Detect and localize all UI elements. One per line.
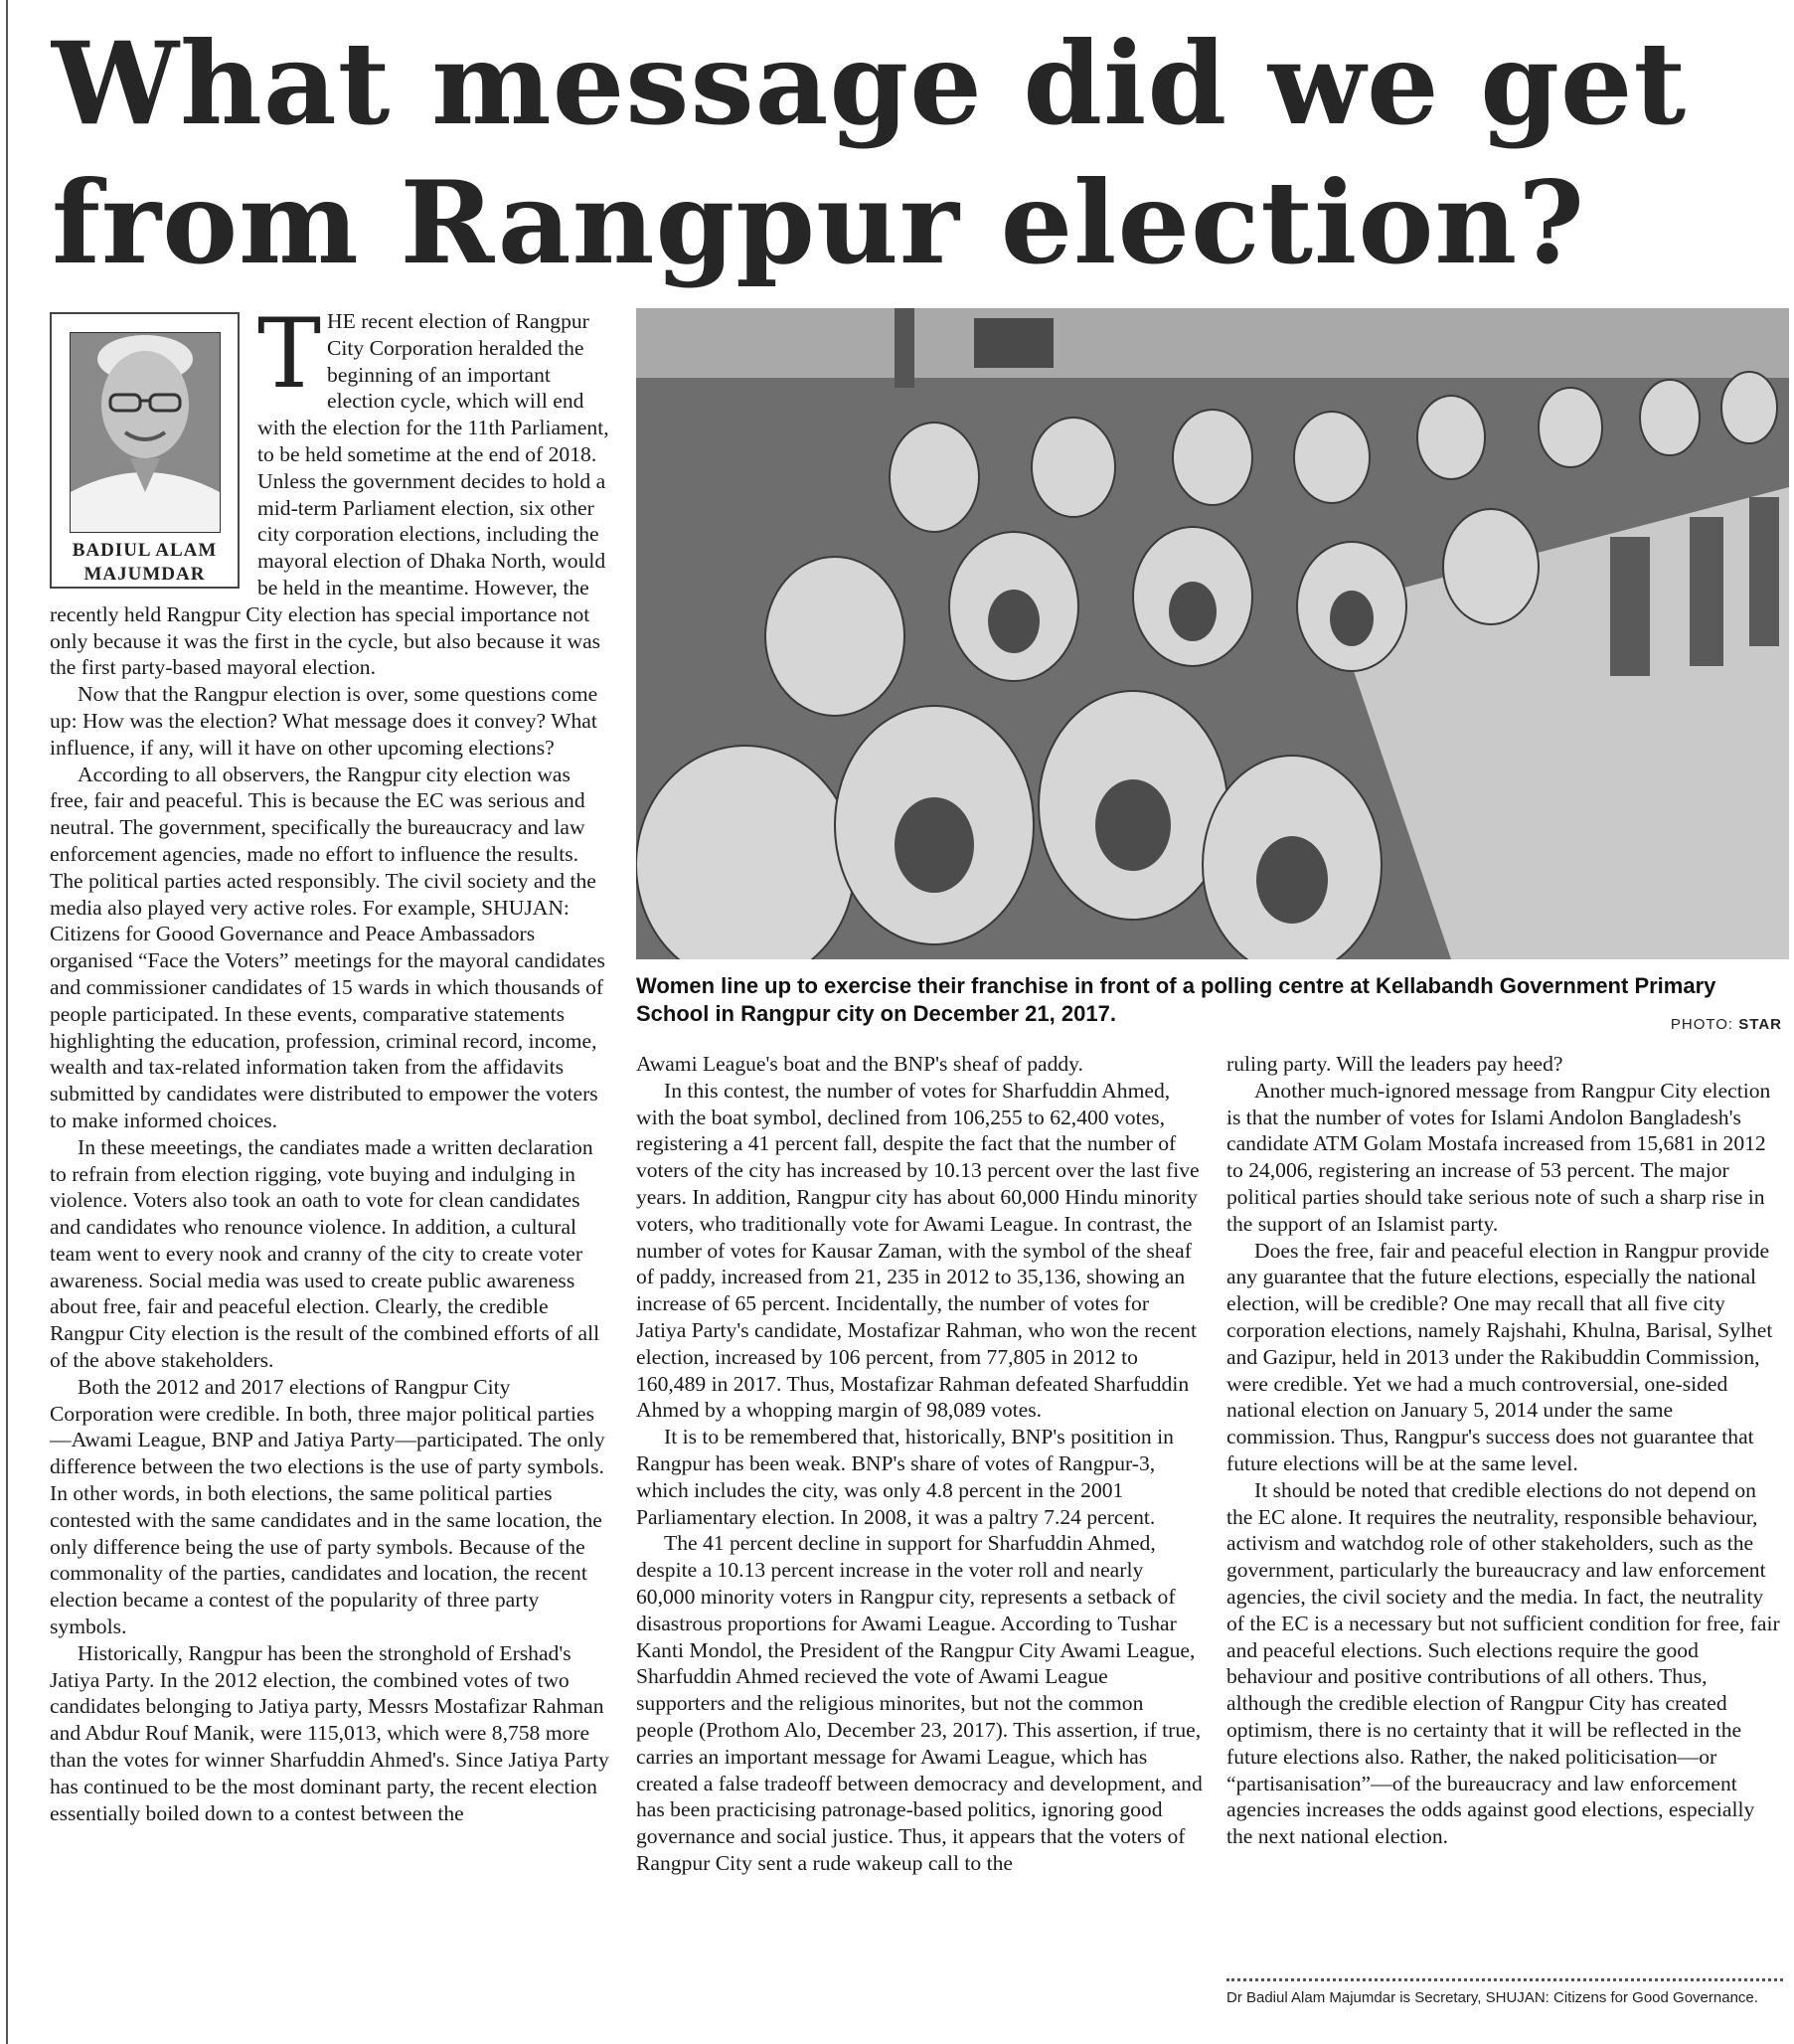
bio-divider	[1226, 1978, 1783, 1981]
article-column-3	[1226, 1051, 1783, 1970]
article-column-1	[50, 308, 609, 2043]
paragraph: According to all observers, the Rangpur city election was free, fair and peaceful. This is because the EC was serious and neutral. The government, specifically the bureaucracy and law enforcement agencies, made no effort to influence the results. The political parties acted responsibly. The civil society and the media also played very active roles. For example, SHUJAN: Citizens for Goood Governance and Peace Ambassadors organised “Face the Voters” meetings for the mayoral candidates and commissioner candidates of 15 wards in which thousands of people participated. In these events, comparative statements highlighting the education, profession, criminal record, income, wealth and tax-related information taken from the affidavits submitted by candidates were distributed to empower the voters to make informed choices.	[50, 762, 605, 1132]
drop-cap: T	[257, 308, 322, 410]
paragraph: The 41 percent decline in support for Sharfuddin Ahmed, despite a 10.13 percent increase in the voter roll and nearly 60,000 minority voters in Rangpur city, represents a setback of disastrous proportions for Awami League. According to Tushar Kanti Mondol, the President of the Rangpur City Awami League, Sharfuddin Ahmed recieved the vote of Awami League supporters and the religious minorites, but not the common people (Prothom Alo, December 23, 2017). This assertion, if true, carries an important message for Awami League, which has created a false tradeoff between democracy and development, and has been practicising patronage-based politics, ignoring good governance and social justice. Thus, it appears that the voters of Rangpur City sent a rude wakeup call to the	[636, 1531, 1203, 1875]
paragraph: Historically, Rangpur has been the stronghold of Ershad's Jatiya Party. In the 2012 election, the combined votes of two candidates belonging to Jatiya party, Messrs Mostafizar Rahman and Abdur Rouf Manik, were 115,013, which were 8,758 more than the votes for winner Sharfuddin Ahmed's. Since Jatiya Party has continued to be the most dominant party, the recent election essentially boiled down to a contest between the	[50, 1640, 609, 1825]
paragraph: In this contest, the number of votes for Sharfuddin Ahmed, with the boat symbol, declined from 106,255 to 62,400 votes, registering a 41 percent fall, despite the fact that the number of voters of the city has increased by 10.13 percent over the last five years. In addition, Rangpur city has about 60,000 Hindu minority voters, who traditionally vote for Awami League. In contrast, the number of votes for Kausar Zaman, with the symbol of the sheaf of paddy, increased from 21, 235 in 2012 to 35,136, showing an increase of 65 percent. Incidentally, the number of votes for Jatiya Party's candidate, Mostafizar Rahman, who won the recent election, increased by 106 percent, from 77,805 in 2012 to 160,489 in 2017. Thus, Mostafizar Rahman defeated Sharfuddin Ahmed by a whopping margin of 98,089 votes.	[636, 1078, 1200, 1423]
photo-credit-source: STAR	[1738, 1016, 1782, 1033]
paragraph: It should be noted that credible elections do not depend on the EC alone. It requires the neutrality, responsible behaviour, activism and watchdog role of other stakeholders, such as the government, particularly the bureaucracy and law enforcement agencies, the civil society and the media. In fact, the neutrality of the EC is a necessary but not sufficient condition for free, fair and peaceful elections. Such elections require the good behaviour and positive contributions of all others. Thus, although the credible election of Rangpur City has created optimism, there is no certainty that it will be reflected in the future elections also. Rather, the naked politicisation—or “partisanisation”—of the bureaucracy and law enforcement agencies increases the odds against good elections, especially the next national election.	[1226, 1477, 1780, 1849]
paragraph: Another much-ignored message from Rangpur City election is that the number of votes for Islami Andolon Bangladesh's candidate ATM Golam Mostafa increased from 15,681 in 2012 to 24,006, registering an increase of 53 percent. The major political parties should take serious note of such a sharp rise in the support of an Islamist party.	[1226, 1078, 1771, 1236]
author-name-line1: BADIUL ALAM	[72, 540, 218, 561]
paragraph: ruling party. Will the leaders pay heed?	[1226, 1052, 1563, 1076]
author-box	[50, 312, 240, 589]
polling-queue-photo	[636, 308, 1789, 959]
paragraph: Now that the Rangpur election is over, some questions come up: How was the election? What message does it convey? What influence, if any, will it have on other upcoming elections?	[50, 682, 598, 760]
news-photo	[636, 308, 1789, 959]
lead-text: HE recent election of Rangpur City Corporation heralded the beginning of an important election cycle, which will end with the election for the 11th Parliament, to be held sometime at the end of 2018. Unless the government decides to hold a mid-term Parliament election, six other city corporation elections, including the mayoral election of Dhaka North, would be held in the meantime. However, the recently held Rangpur City election has special importance not only because it was the first in the cycle, but also because it was the first party-based mayoral election.	[50, 309, 609, 680]
paragraph: Awami League's boat and the BNP's sheaf of paddy.	[636, 1052, 1083, 1076]
paragraph: Both the 2012 and 2017 elections of Rangpur City Corporation were credible. In both, three major political parties—Awami League, BNP and Jatiya Party—participated. The only difference between the two elections is the use of party symbols. In other words, in both elections, the same political parties contested with the same candidates and in the same location, the only difference being the use of party symbols. Because of the commonality of the parties, candidates and location, the recent election became a contest of the popularity of three party symbols.	[50, 1374, 605, 1639]
photo-caption: Women line up to exercise their franchise in front of a polling centre at Kellabandh Government Primary School in Rangpur city on December 21, 2017.	[636, 973, 1716, 1026]
paragraph: It is to be remembered that, historically, BNP's positition in Rangpur has been weak. BNP's share of votes of Rangpur-3, which includes the city, was only 4.8 percent in the 2001 Parliamentary election. In 2008, it was a paltry 7.24 percent.	[636, 1425, 1174, 1529]
paragraph: Does the free, fair and peaceful election in Rangpur provide any guarantee that the future elections, especially the national election, will be credible? One may recall that all five city corporation elections, namely Rajshahi, Khulna, Barisal, Sylhet and Gazipur, held in 2013 under the Rakibuddin Commission, were credible. Yet we had a much controversial, one-sided national election on January 5, 2014 under the same commission. Thus, Rangpur's success does not guarantee that future elections will be at the same level.	[1226, 1238, 1773, 1475]
author-name-line2: MAJUMDAR	[83, 564, 206, 585]
left-column-rule	[6, 0, 8, 2044]
author-photo-image	[71, 333, 220, 532]
author-byline	[52, 539, 238, 587]
paragraph: In these meeetings, the candiates made a written declaration to refrain from election rigging, vote buying and indulging in violence. Voters also took an oath to vote for clean candidates and candidates who renounce violence. In addition, a cultural team went to every nook and cranny of the city to create voter awareness. Social media was used to create public awareness about free, fair and peaceful election. Clearly, the credible Rangpur City election is the result of the combined efforts of all of the above stakeholders.	[50, 1134, 600, 1373]
headline: What message did we get from Rangpur election?	[52, 17, 1688, 289]
photo-credit	[1671, 1016, 1782, 1033]
author-portrait	[70, 332, 221, 533]
author-bio: Dr Badiul Alam Majumdar is Secretary, SHUJAN: Citizens for Good Governance.	[1226, 1989, 1758, 2006]
article-column-2	[636, 1051, 1203, 2043]
photo-credit-label: PHOTO:	[1670, 1016, 1734, 1033]
